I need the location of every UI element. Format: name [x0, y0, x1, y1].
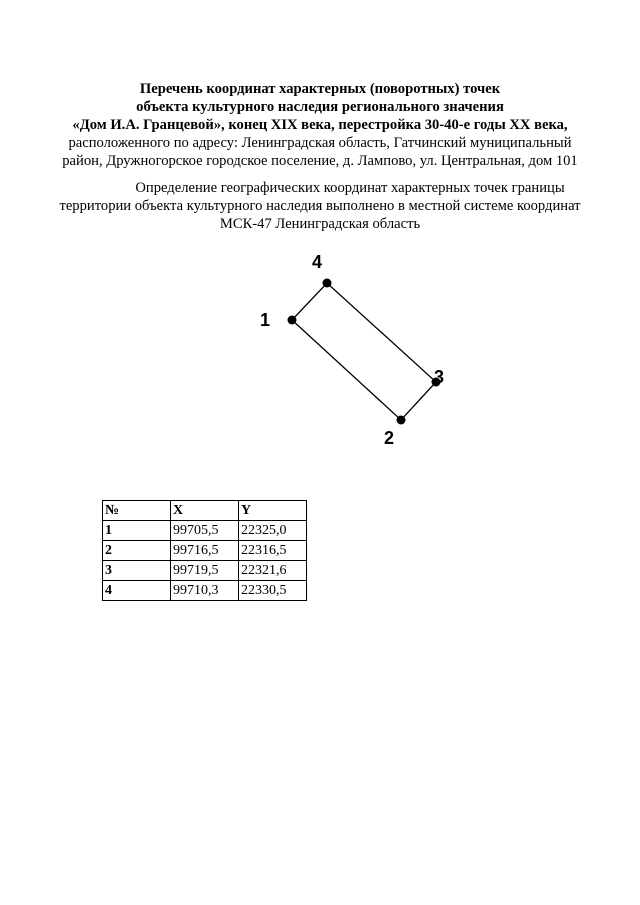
title-line-3: «Дом И.А. Гранцевой», конец XIX века, перестройка 30-40-е годы XX века,	[72, 117, 568, 133]
header-y: Y	[239, 501, 307, 521]
header-x: X	[171, 501, 239, 521]
point-label-3: 3	[434, 367, 445, 387]
address-line-2: район, Дружногорское городское поселение, д. Лампово, ул. Центральная, дом 101	[62, 153, 578, 169]
row-number: 1	[103, 521, 171, 541]
title-line-1: Перечень координат характерных (поворотных) точек	[139, 81, 501, 97]
row-x: 99716,5	[171, 541, 239, 561]
point-label-4: 4	[312, 252, 323, 272]
header-number: №	[103, 501, 171, 521]
point-marker-4	[323, 279, 332, 288]
row-number: 3	[103, 561, 171, 581]
title-line-2: объекта культурного наследия регионального значения	[136, 99, 504, 115]
row-x: 99710,3	[171, 581, 239, 601]
point-marker-1	[288, 316, 297, 325]
table-header-row	[103, 501, 307, 521]
boundary-diagram	[240, 240, 470, 460]
row-number: 2	[103, 541, 171, 561]
table-row	[103, 521, 307, 541]
point-label-2: 2	[384, 428, 395, 448]
row-y: 22316,5	[239, 541, 307, 561]
row-x: 99719,5	[171, 561, 239, 581]
row-x: 99705,5	[171, 521, 239, 541]
coordinates-table	[102, 500, 307, 601]
intro-line-3: МСК-47 Ленинградская область	[219, 216, 421, 232]
row-y: 22330,5	[239, 581, 307, 601]
table-row	[103, 581, 307, 601]
boundary-polygon	[292, 283, 436, 420]
address-line-1: расположенного по адресу: Ленинградская область, Гатчинский муниципальный	[68, 135, 572, 151]
point-label-1: 1	[260, 310, 271, 330]
document-heading	[40, 80, 600, 170]
row-number: 4	[103, 581, 171, 601]
table-row	[103, 561, 307, 581]
row-y: 22321,6	[239, 561, 307, 581]
row-y: 22325,0	[239, 521, 307, 541]
intro-paragraph	[40, 179, 600, 233]
table-row	[103, 541, 307, 561]
point-marker-2	[397, 416, 406, 425]
intro-line-1: Определение географических координат характерных точек границы	[135, 180, 565, 196]
intro-line-2: территории объекта культурного наследия выполнено в местной системе координат	[59, 198, 581, 214]
